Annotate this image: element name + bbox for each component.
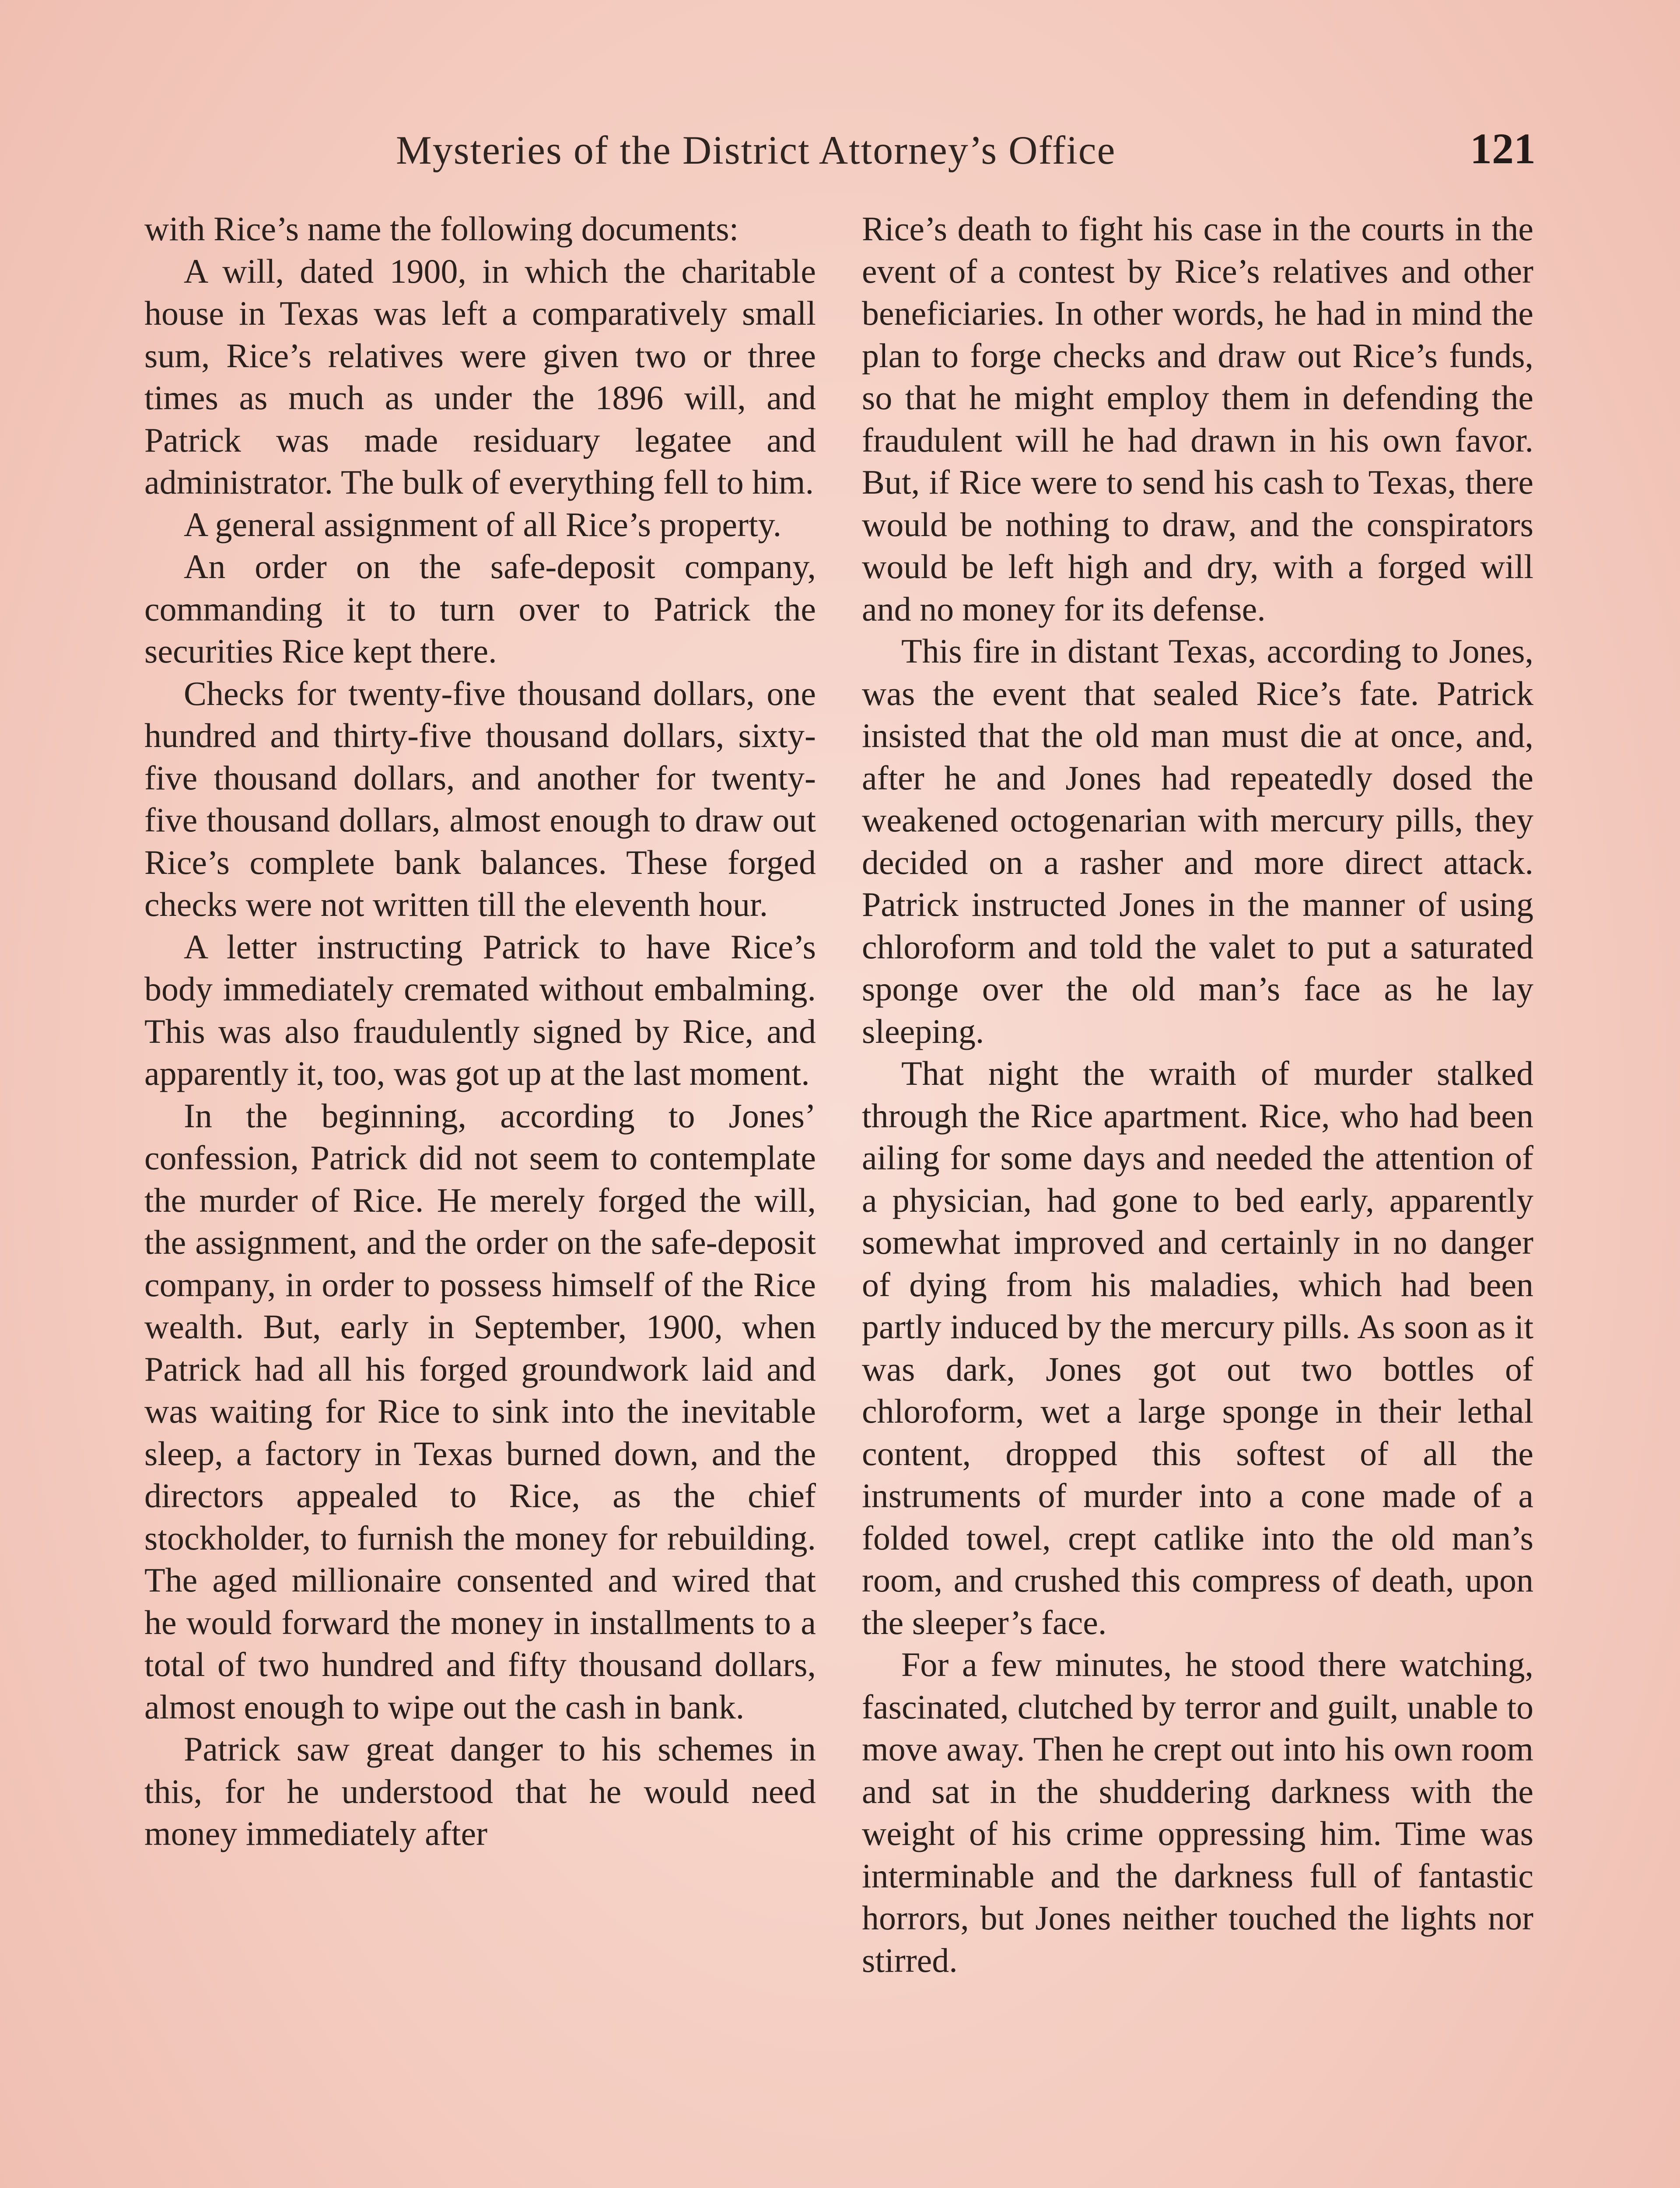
right-column	[862, 208, 1533, 1981]
paragraph: with Rice’s name the following documents:	[144, 210, 739, 248]
paragraph: A general assignment of all Rice’s property.	[184, 505, 782, 543]
paragraph: This fire in distant Texas, according to Jones, was the event that sealed Rice’s fate. Patrick insisted that the old man must die at once, and, after he and Jones had repeatedly dosed the weakened octogenarian with mercury pills, they decided on a rasher and more direct attack. Patrick instructed Jones in the manner of using chloroform and told the valet to put a saturated sponge over the old man’s face as he lay sleeping.	[862, 632, 1533, 1050]
paragraph: Checks for twenty-five thousand dollars, one hundred and thirty-five thousand dollars, sixty-five thousand dollars, and another for twenty-five thousand dollars, almost enough to draw out Rice’s complete bank balances. These forged checks were not written till the eleventh hour.	[144, 674, 816, 923]
page-header	[144, 118, 1536, 184]
page-number: 121	[1470, 124, 1536, 173]
paragraph: A will, dated 1900, in which the charitable house in Texas was left a comparatively small sum, Rice’s relatives were given two or three times as much as under the 1896 will, and Patrick was made residuary legatee and administrator. The bulk of everything fell to him.	[144, 252, 816, 501]
paragraph: A letter instructing Patrick to have Rice’s body immediately cremated without embalming. This was also fraudulently signed by Rice, and apparently it, too, was got up at the last moment.	[144, 927, 816, 1092]
paragraph: An order on the safe-deposit company, commanding it to turn over to Patrick the securities Rice kept there.	[144, 547, 816, 670]
paragraph: For a few minutes, he stood there watching, fascinated, clutched by terror and guilt, unable to move away. Then he crept out into his own room and sat in the shuddering darkness with the weight of his crime oppressing him. Time was interminable and the darkness full of fantastic horrors, but Jones neither touched the lights nor stirred.	[862, 1645, 1533, 1979]
paragraph: In the beginning, according to Jones’ confession, Patrick did not seem to contemplate the murder of Rice. He merely forged the will, the assignment, and the order on the safe-deposit company, in order to possess himself of the Rice wealth. But, early in September, 1900, when Patrick had all his forged groundwork laid and was waiting for Rice to sink into the inevitable sleep, a factory in Texas burned down, and the directors appealed to Rice, as the chief stockholder, to furnish the money for rebuilding. The aged millionaire consented and wired that he would forward the money in installments to a total of two hundred and fifty thousand dollars, almost enough to wipe out the cash in bank.	[144, 1096, 816, 1726]
paragraph: Patrick saw great danger to his schemes in this, for he understood that he would need money immediately after	[144, 1730, 816, 1852]
paragraph: Rice’s death to fight his case in the courts in the event of a contest by Rice’s relatives and other beneficiaries. In other words, he had in mind the plan to forge checks and draw out Rice’s funds, so that he might employ them in defending the fraudulent will he had drawn in his own favor. But, if Rice were to send his cash to Texas, there would be nothing to draw, and the conspirators would be left high and dry, with a forged will and no money for its defense.	[862, 210, 1533, 628]
running-title: Mysteries of the District Attorney’s Office	[396, 128, 1116, 172]
paragraph: That night the wraith of murder stalked through the Rice apartment. Rice, who had been ailing for some days and needed the attention of a physician, had gone to bed early, apparently somewhat improved and certainly in no danger of dying from his maladies, which had been partly induced by the mercury pills. As soon as it was dark, Jones got out two bottles of chloroform, wet a large sponge in their lethal content, dropped this softest of all the instruments of murder into a cone made of a folded towel, crept catlike into the old man’s room, and crushed this compress of death, upon the sleeper’s face.	[862, 1054, 1533, 1641]
left-column	[144, 208, 816, 1855]
